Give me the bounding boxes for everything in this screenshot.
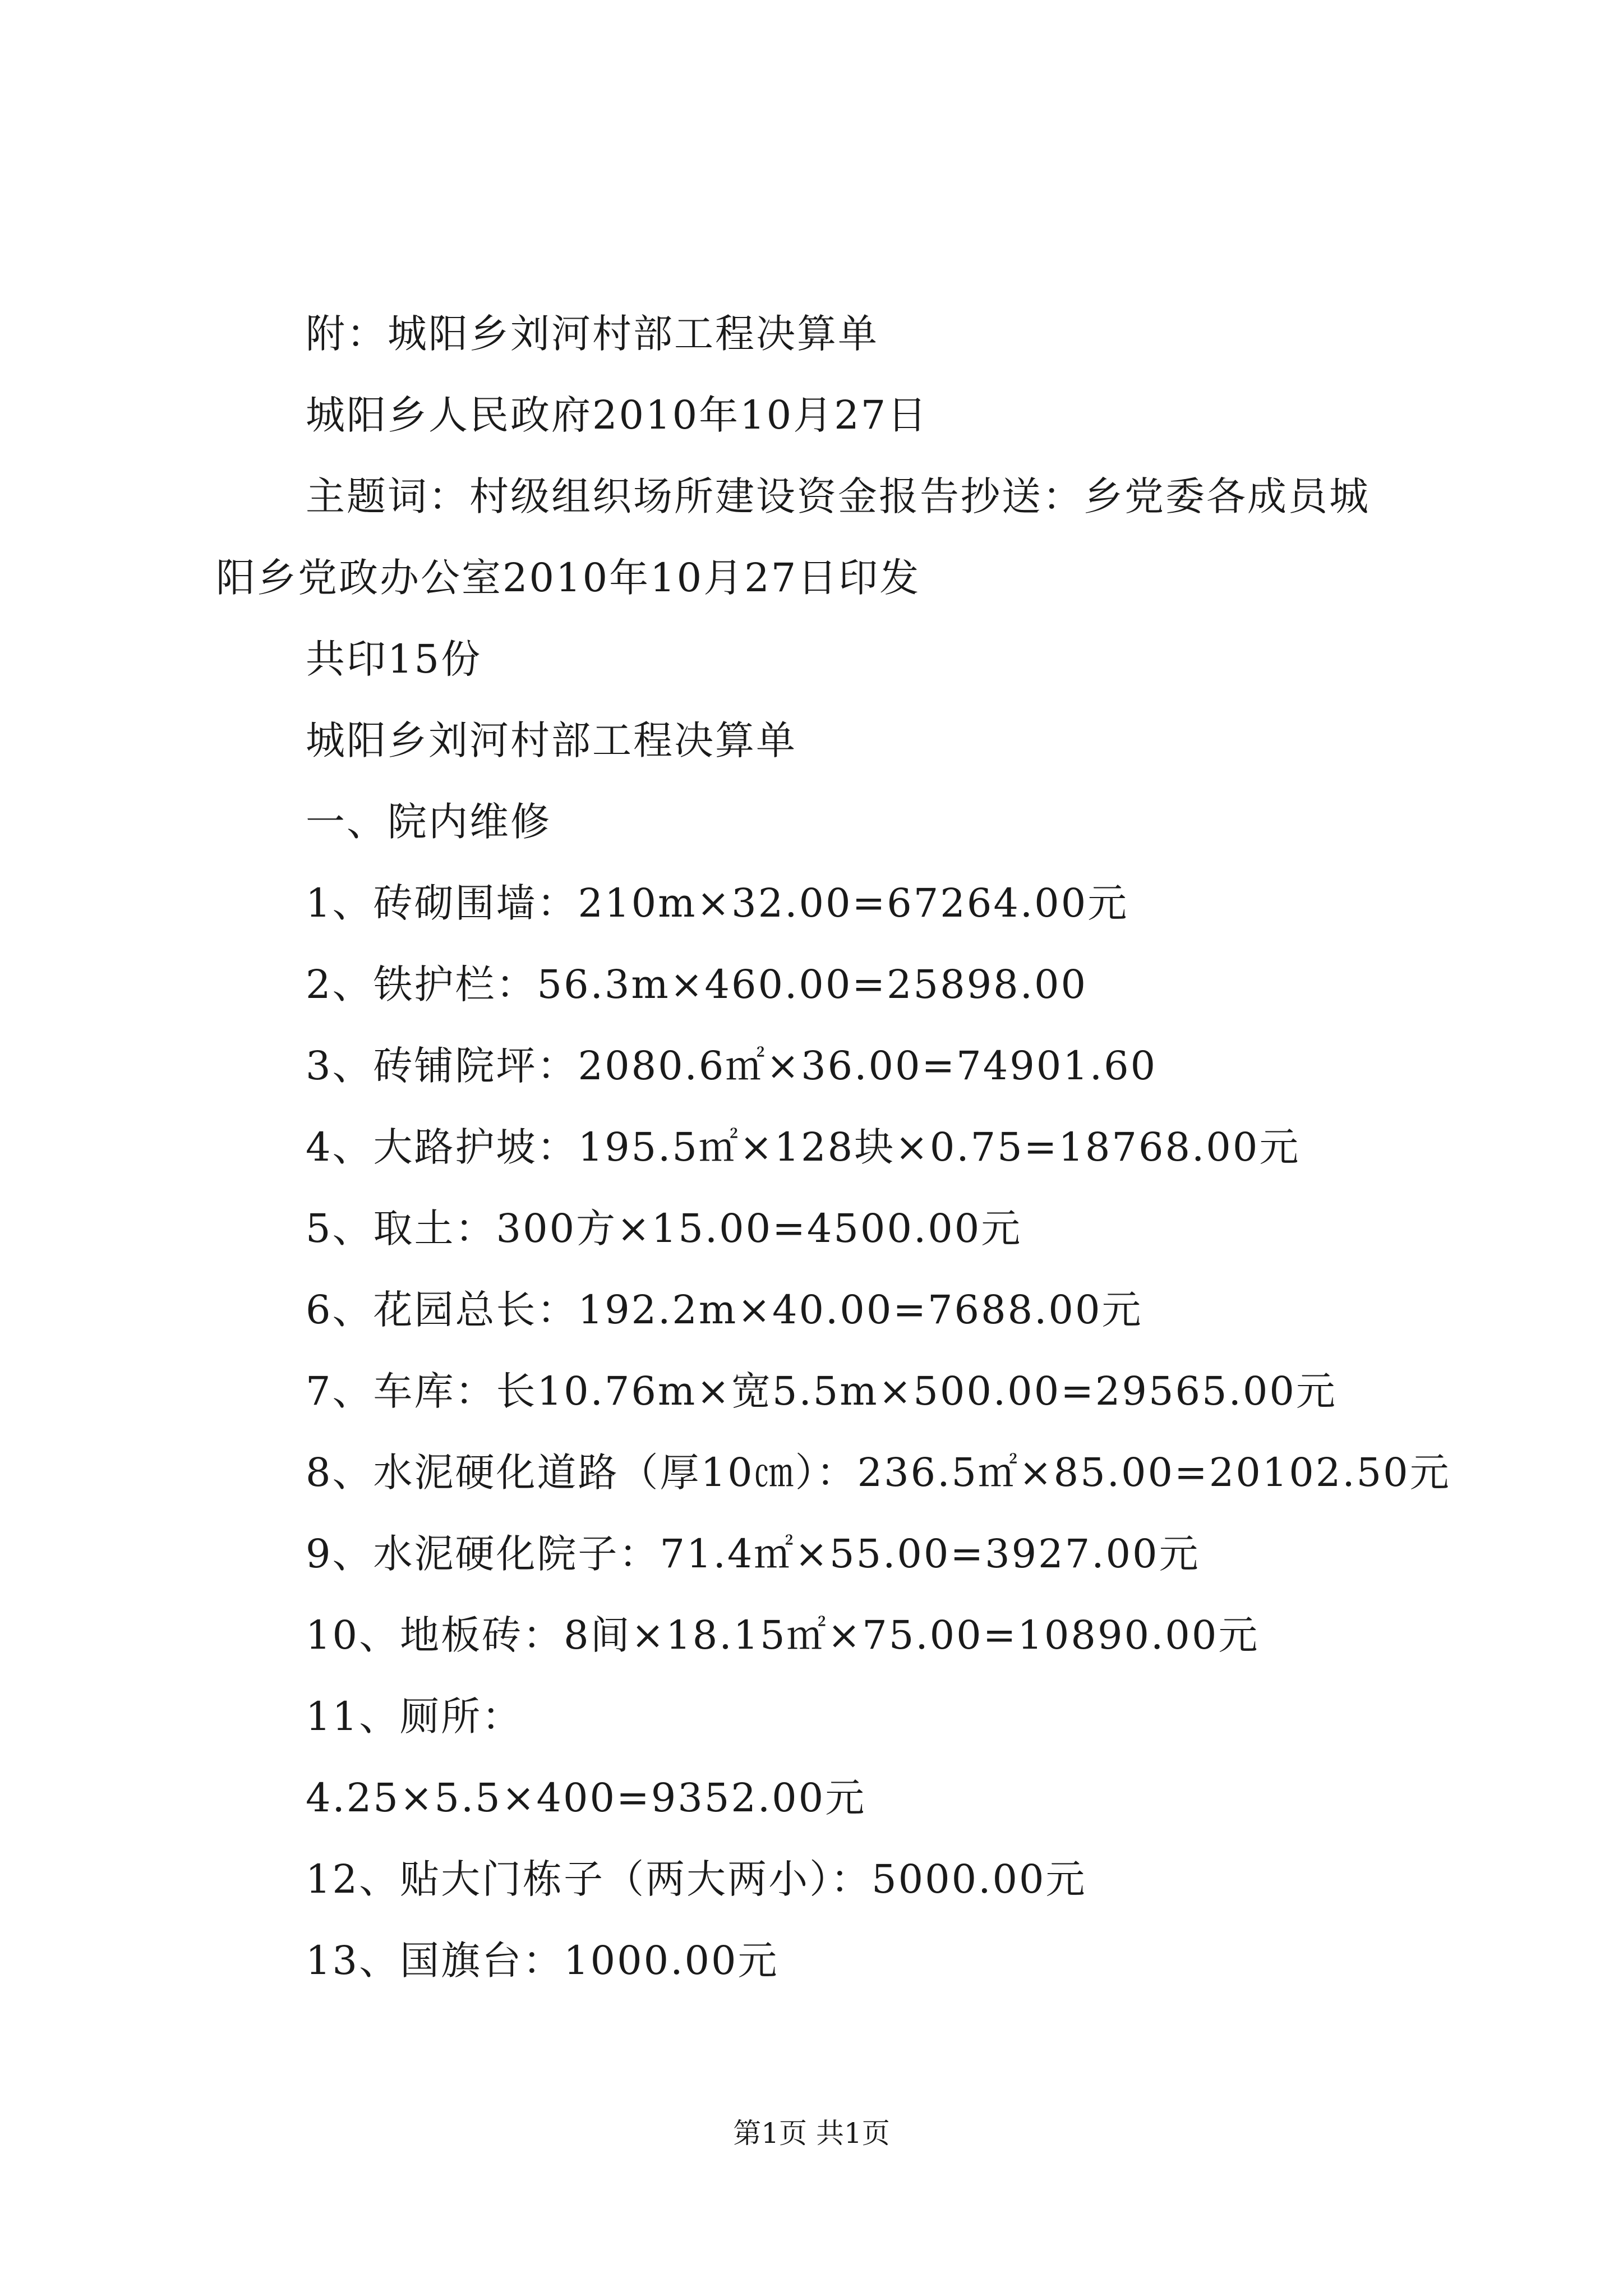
list-item: 7、车库：长10.76m×宽5.5m×500.00=29565.00元 [306, 1368, 1337, 1414]
subject-line-continuation: 阳乡党政办公室2010年10月27日印发 [216, 555, 921, 601]
list-item: 3、砖铺院坪：2080.6㎡×36.00=74901.60 [306, 1043, 1158, 1089]
issuer-date-line: 城阳乡人民政府2010年10月27日 [306, 392, 929, 438]
subject-line: 主题词：村级组织场所建设资金报告抄送：乡党委各成员城 [306, 473, 1370, 519]
section-heading: 一、院内维修 [306, 799, 551, 845]
list-item: 4、大路护坡：195.5㎡×128块×0.75=18768.00元 [306, 1124, 1301, 1170]
list-item: 13、国旗台：1000.00元 [306, 1938, 779, 1984]
list-item-detail: 4.25×5.5×400=9352.00元 [306, 1775, 866, 1821]
list-item: 10、地板砖：8间×18.15㎡×75.00=10890.00元 [306, 1612, 1260, 1658]
attachment-line: 附：城阳乡刘河村部工程决算单 [306, 311, 879, 357]
list-item: 9、水泥硬化院子：71.4㎡×55.00=3927.00元 [306, 1531, 1200, 1577]
copies-line: 共印15份 [306, 636, 482, 682]
list-item: 11、厕所： [306, 1694, 523, 1740]
list-item: 12、贴大门栋子（两大两小）：5000.00元 [306, 1856, 1087, 1902]
section-title: 城阳乡刘河村部工程决算单 [306, 717, 797, 763]
list-item: 2、铁护栏：56.3m×460.00=25898.00 [306, 961, 1088, 1007]
list-item: 1、砖砌围墙：210m×32.00=67264.00元 [306, 880, 1129, 926]
list-item: 6、花园总长：192.2m×40.00=7688.00元 [306, 1287, 1143, 1333]
list-item: 5、取土：300方×15.00=4500.00元 [306, 1205, 1022, 1251]
list-item: 8、水泥硬化道路（厚10㎝）：236.5㎡×85.00=20102.50元 [306, 1450, 1451, 1496]
page-number-footer: 第1页 共1页 [733, 2117, 890, 2150]
